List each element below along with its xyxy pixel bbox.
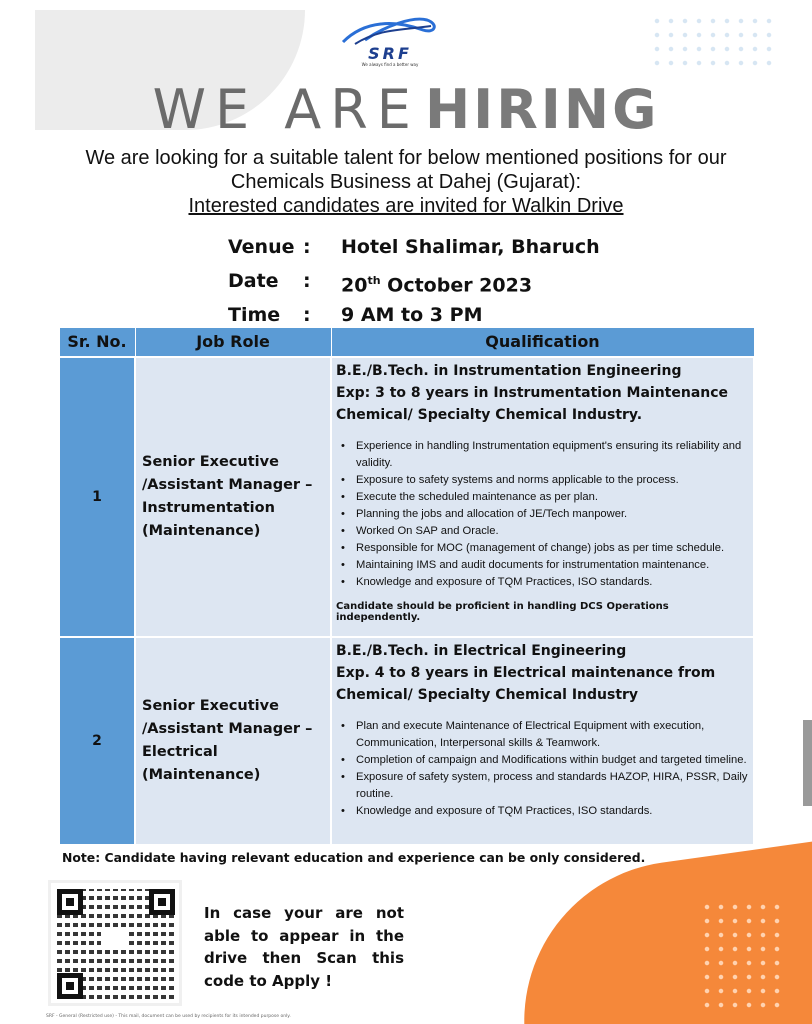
qualification-line: Chemical/ Specialty Chemical Industry. xyxy=(336,406,643,423)
qualification-line: B.E./B.Tech. in Instrumentation Engineering xyxy=(336,362,682,379)
row-job-role xyxy=(135,637,331,845)
intro-text xyxy=(0,146,812,218)
qr-finder-top-left xyxy=(57,889,83,915)
jobs-table xyxy=(58,327,755,846)
logo-tagline: We always find a better way xyxy=(361,62,419,67)
list-item: • Completion of campaign and Modifications within budget and targeted timeline. xyxy=(336,752,749,769)
headline-part1: WE ARE xyxy=(152,78,420,141)
time-colon: : xyxy=(303,304,311,326)
list-item: • Plan and execute Maintenance of Electrical Equipment with execution, Communication, Interpersonal skills & Teamwork. xyxy=(336,718,749,752)
side-scroll-indicator xyxy=(803,720,812,806)
qualification-line: Exp: 3 to 8 years in Instrumentation Maintenance xyxy=(336,384,729,401)
footer-classification: SRF - General (Restricted use) - This mail, document can be used by recipients for its intended purpose only. xyxy=(46,1014,291,1019)
drive-info xyxy=(228,230,628,332)
qr-code[interactable] xyxy=(48,880,182,1006)
qualification-line: Exp. 4 to 8 years in Electrical maintenance from xyxy=(336,664,716,681)
date-month-year: October 2023 xyxy=(380,274,533,297)
venue-label: Venue xyxy=(228,236,295,258)
list-item: • Exposure of safety system, process and standards HAZOP, HIRA, PSSR, Daily routine. xyxy=(336,769,749,803)
qualification-line: B.E./B.Tech. in Electrical Engineering xyxy=(336,642,627,659)
srf-logo xyxy=(330,16,450,80)
list-item: • Knowledge and exposure of TQM Practices, ISO standards. xyxy=(336,803,749,820)
headline-part2: HIRING xyxy=(424,78,660,141)
table-header-row xyxy=(59,328,754,357)
logo-swoosh-icon xyxy=(335,16,445,46)
role-line: /Assistant Manager – xyxy=(142,476,313,493)
apply-instructions: In case your are not able to appear in the drive then Scan this code to Apply ! xyxy=(204,904,404,990)
venue-row xyxy=(228,230,628,264)
qr-logo-mark xyxy=(101,931,127,949)
role-line: (Maintenance) xyxy=(142,522,261,539)
venue-colon: : xyxy=(303,236,311,258)
table-row xyxy=(59,357,754,637)
time-label: Time xyxy=(228,304,281,326)
list-item: • Experience in handling Instrumentation equipment's ensuring its reliability and validity. xyxy=(336,438,749,472)
decorative-dots-bottom-right xyxy=(700,900,780,1010)
date-suffix: th xyxy=(367,274,381,287)
date-row xyxy=(228,264,628,298)
table-row xyxy=(59,637,754,845)
qr-finder-bottom-left xyxy=(57,973,83,999)
responsibility-list xyxy=(336,718,749,820)
date-value xyxy=(341,264,532,302)
decorative-dots-top-right xyxy=(650,14,780,74)
qualification-line: Chemical/ Specialty Chemical Industry xyxy=(336,686,639,703)
venue-value: Hotel Shalimar, Bharuch xyxy=(341,236,600,258)
row-sr-no: 1 xyxy=(59,357,135,637)
row-sr-no: 2 xyxy=(59,637,135,845)
role-line: /Assistant Manager – xyxy=(142,720,313,737)
dcs-note: Candidate should be proficient in handling DCS Operations independently. xyxy=(336,600,669,623)
list-item: • Planning the jobs and allocation of JE/Tech manpower. xyxy=(336,506,749,523)
header-job-role: Job Role xyxy=(135,328,331,357)
row-job-role xyxy=(135,357,331,637)
list-item: • Worked On SAP and Oracle. xyxy=(336,523,749,540)
header-qualification: Qualification xyxy=(331,328,754,357)
row-qualification xyxy=(331,637,754,845)
headline xyxy=(0,78,812,141)
responsibility-list xyxy=(336,438,749,591)
list-item: • Exposure to safety systems and norms applicable to the process. xyxy=(336,472,749,489)
list-item: • Maintaining IMS and audit documents for instrumentation maintenance. xyxy=(336,557,749,574)
intro-line: We are looking for a suitable talent for below mentioned positions for our xyxy=(85,147,727,169)
header-sr-no: Sr. No. xyxy=(59,328,135,357)
role-line: Senior Executive xyxy=(142,697,279,714)
list-item: • Knowledge and exposure of TQM Practices, ISO standards. xyxy=(336,574,749,591)
role-line: Instrumentation xyxy=(142,499,275,516)
qualification-heading xyxy=(336,360,749,426)
date-colon: : xyxy=(303,270,311,292)
date-label: Date xyxy=(228,270,279,292)
intro-line: Chemicals Business at Dahej (Gujarat): xyxy=(230,171,582,193)
role-line: Electrical (Maintenance) xyxy=(142,743,261,783)
row-qualification xyxy=(331,357,754,637)
qualification-heading xyxy=(336,640,749,706)
date-day: 20 xyxy=(341,274,368,297)
time-value: 9 AM to 3 PM xyxy=(341,304,483,326)
qr-finder-top-right xyxy=(149,889,175,915)
list-item: • Responsible for MOC (management of change) jobs as per time schedule. xyxy=(336,540,749,557)
intro-line-underlined: Interested candidates are invited for Walkin Drive xyxy=(188,195,624,217)
role-line: Senior Executive xyxy=(142,453,279,470)
eligibility-note: Note: Candidate having relevant education and experience can be only considered. xyxy=(62,850,646,865)
list-item: • Execute the scheduled maintenance as per plan. xyxy=(336,489,749,506)
logo-name: SRF xyxy=(368,44,412,63)
